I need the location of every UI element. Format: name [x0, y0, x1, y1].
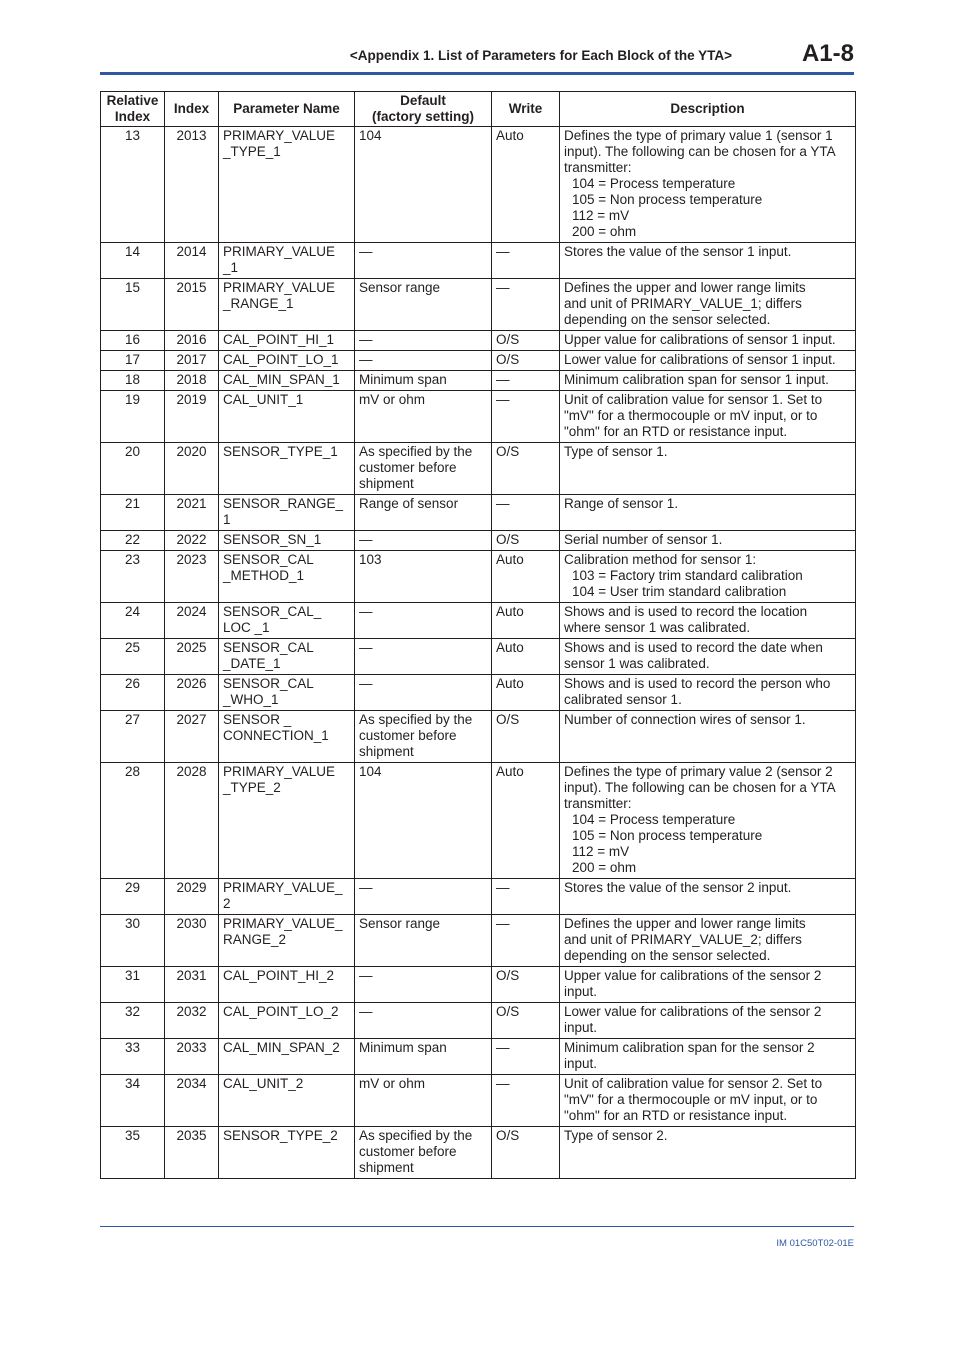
- index-cell: 2029: [165, 879, 219, 915]
- parameter-name-cell-line: 2: [223, 896, 231, 911]
- write-cell: O/S: [492, 1127, 560, 1179]
- description-line: input.: [564, 984, 598, 999]
- index-cell: 2027: [165, 711, 219, 763]
- default-cell-line: mV or ohm: [359, 1076, 426, 1091]
- description-cell: [560, 127, 856, 243]
- write-cell: —: [492, 1075, 560, 1127]
- description-line: depending on the sensor selected.: [564, 948, 771, 963]
- description-line: transmitter:: [564, 796, 632, 811]
- write-cell: Auto: [492, 551, 560, 603]
- default-cell-line: shipment: [359, 744, 414, 759]
- default-cell-line: —: [359, 1004, 373, 1019]
- index-cell: 2019: [165, 391, 219, 443]
- description-line: 112 = mV: [572, 208, 630, 223]
- parameter-name-cell-line: _WHO_1: [223, 692, 279, 707]
- column-header-line: Parameter Name: [233, 101, 340, 116]
- table-row: [101, 1127, 856, 1179]
- parameter-name-cell: [219, 1003, 355, 1039]
- write-cell: —: [492, 279, 560, 331]
- default-cell: [355, 711, 492, 763]
- description-line: Type of sensor 1.: [564, 444, 668, 459]
- default-cell-line: —: [359, 880, 373, 895]
- write-cell: O/S: [492, 331, 560, 351]
- default-cell-line: —: [359, 604, 373, 619]
- write-cell: —: [492, 391, 560, 443]
- parameter-name-cell-line: SENSOR _: [223, 712, 292, 727]
- table-row: [101, 279, 856, 331]
- parameter-name-cell-line: CAL_MIN_SPAN_1: [223, 372, 340, 387]
- description-line: "mV" for a thermocouple or mV input, or to: [564, 408, 818, 423]
- parameter-name-cell-line: CAL_POINT_HI_1: [223, 332, 335, 347]
- default-cell: [355, 1003, 492, 1039]
- default-cell-line: —: [359, 640, 373, 655]
- description-line: Serial number of sensor 1.: [564, 532, 723, 547]
- description-line: input). The following can be chosen for a YTA: [564, 780, 836, 795]
- description-line: 104 = Process temperature: [572, 176, 736, 191]
- column-header-default: [355, 92, 492, 127]
- table-row: [101, 1003, 856, 1039]
- parameter-name-cell: [219, 531, 355, 551]
- index-cell: 2034: [165, 1075, 219, 1127]
- index-cell: 2018: [165, 371, 219, 391]
- parameter-name-cell: [219, 915, 355, 967]
- parameter-name-cell-line: CAL_UNIT_2: [223, 1076, 304, 1091]
- description-cell: [560, 1127, 856, 1179]
- description-line: Type of sensor 2.: [564, 1128, 668, 1143]
- parameter-name-cell-line: _METHOD_1: [223, 568, 305, 583]
- default-cell-line: customer before: [359, 728, 457, 743]
- column-header-line: Index: [173, 101, 210, 116]
- document-id: IM 01C50T02-01E: [776, 1238, 854, 1249]
- parameter-name-cell: [219, 495, 355, 531]
- relative-index-cell: 23: [101, 551, 165, 603]
- description-line: depending on the sensor selected.: [564, 312, 771, 327]
- default-cell-line: As specified by the: [359, 712, 473, 727]
- description-line: 105 = Non process temperature: [572, 828, 763, 843]
- relative-index-cell: 30: [101, 915, 165, 967]
- parameter-name-cell-line: _RANGE_1: [223, 296, 294, 311]
- parameter-name-cell: [219, 639, 355, 675]
- description-line: "ohm" for an RTD or resistance input.: [564, 424, 788, 439]
- index-cell: 2024: [165, 603, 219, 639]
- description-line: Shows and is used to record the person who: [564, 676, 831, 691]
- description-cell: [560, 1075, 856, 1127]
- parameter-name-cell-line: CAL_POINT_HI_2: [223, 968, 335, 983]
- header-rule: [100, 72, 854, 75]
- table-row: [101, 443, 856, 495]
- write-cell: O/S: [492, 711, 560, 763]
- parameter-name-cell-line: _DATE_1: [223, 656, 281, 671]
- description-line: Stores the value of the sensor 2 input.: [564, 880, 792, 895]
- default-cell: [355, 1039, 492, 1075]
- default-cell-line: 104: [359, 128, 382, 143]
- table-row: [101, 371, 856, 391]
- description-line: Shows and is used to record the date when: [564, 640, 823, 655]
- default-cell: [355, 675, 492, 711]
- default-cell: [355, 127, 492, 243]
- column-header-line: Description: [670, 101, 745, 116]
- parameter-name-cell-line: SENSOR_TYPE_2: [223, 1128, 338, 1143]
- relative-index-cell: 19: [101, 391, 165, 443]
- default-cell-line: mV or ohm: [359, 392, 426, 407]
- column-header-index: [165, 92, 219, 127]
- default-cell-line: —: [359, 332, 373, 347]
- relative-index-cell: 29: [101, 879, 165, 915]
- column-header-relative-index: [101, 92, 165, 127]
- index-cell: 2020: [165, 443, 219, 495]
- relative-index-cell: 33: [101, 1039, 165, 1075]
- description-line: Shows and is used to record the location: [564, 604, 808, 619]
- default-cell-line: Sensor range: [359, 916, 441, 931]
- default-cell: [355, 915, 492, 967]
- description-line: Upper value for calibrations of sensor 1 input.: [564, 332, 836, 347]
- write-cell: —: [492, 495, 560, 531]
- parameter-name-cell: [219, 603, 355, 639]
- default-cell-line: —: [359, 968, 373, 983]
- write-cell: Auto: [492, 603, 560, 639]
- parameter-name-cell-line: _1: [223, 260, 239, 275]
- description-line: input.: [564, 1020, 598, 1035]
- description-line: input.: [564, 1056, 598, 1071]
- column-header-line: Relative: [106, 93, 159, 108]
- index-cell: 2016: [165, 331, 219, 351]
- relative-index-cell: 35: [101, 1127, 165, 1179]
- relative-index-cell: 17: [101, 351, 165, 371]
- index-cell: 2017: [165, 351, 219, 371]
- write-cell: —: [492, 1039, 560, 1075]
- description-cell: [560, 603, 856, 639]
- default-cell: [355, 603, 492, 639]
- parameter-name-cell: [219, 879, 355, 915]
- table-row: [101, 351, 856, 371]
- description-line: Number of connection wires of sensor 1.: [564, 712, 806, 727]
- default-cell-line: Range of sensor: [359, 496, 459, 511]
- parameter-name-cell: [219, 763, 355, 879]
- description-cell: [560, 915, 856, 967]
- default-cell: [355, 443, 492, 495]
- default-cell: [355, 1075, 492, 1127]
- description-line: Defines the type of primary value 1 (sensor 1: [564, 128, 833, 143]
- table-row: [101, 1075, 856, 1127]
- write-cell: Auto: [492, 639, 560, 675]
- description-line: Minimum calibration span for sensor 1 input.: [564, 372, 829, 387]
- parameter-name-cell-line: 1: [223, 512, 231, 527]
- table-row: [101, 391, 856, 443]
- default-cell-line: customer before: [359, 1144, 457, 1159]
- parameter-name-cell: [219, 711, 355, 763]
- parameter-name-cell-line: SENSOR_CAL: [223, 640, 314, 655]
- column-header-line: Index: [114, 109, 151, 124]
- relative-index-cell: 26: [101, 675, 165, 711]
- description-line: Calibration method for sensor 1:: [564, 552, 757, 567]
- default-cell: [355, 967, 492, 1003]
- parameter-name-cell-line: PRIMARY_VALUE: [223, 128, 336, 143]
- relative-index-cell: 18: [101, 371, 165, 391]
- default-cell: [355, 351, 492, 371]
- parameter-name-cell: [219, 371, 355, 391]
- column-header-line: Default: [400, 93, 446, 108]
- description-cell: [560, 551, 856, 603]
- parameter-name-cell: [219, 243, 355, 279]
- parameter-table: [100, 91, 856, 1179]
- default-cell-line: shipment: [359, 476, 414, 491]
- parameter-name-cell-line: _TYPE_1: [223, 144, 281, 159]
- parameter-name-cell-line: RANGE_2: [223, 932, 287, 947]
- description-cell: [560, 243, 856, 279]
- description-cell: [560, 371, 856, 391]
- description-cell: [560, 351, 856, 371]
- relative-index-cell: 31: [101, 967, 165, 1003]
- column-header-description: [560, 92, 856, 127]
- default-cell: [355, 1127, 492, 1179]
- parameter-name-cell-line: _TYPE_2: [223, 780, 281, 795]
- default-cell: [355, 763, 492, 879]
- parameter-name-cell: [219, 127, 355, 243]
- description-line: where sensor 1 was calibrated.: [564, 620, 751, 635]
- index-cell: 2025: [165, 639, 219, 675]
- index-cell: 2030: [165, 915, 219, 967]
- description-line: Defines the upper and lower range limits: [564, 280, 806, 295]
- description-line: transmitter:: [564, 160, 632, 175]
- description-cell: [560, 711, 856, 763]
- description-line: 112 = mV: [572, 844, 630, 859]
- description-line: Lower value for calibrations of the sensor 2: [564, 1004, 822, 1019]
- description-line: 104 = User trim standard calibration: [572, 584, 787, 599]
- table-row: [101, 763, 856, 879]
- description-line: calibrated sensor 1.: [564, 692, 682, 707]
- relative-index-cell: 13: [101, 127, 165, 243]
- parameter-name-cell: [219, 279, 355, 331]
- default-cell-line: Minimum span: [359, 1040, 447, 1055]
- description-cell: [560, 1039, 856, 1075]
- table-row: [101, 675, 856, 711]
- table-row: [101, 639, 856, 675]
- write-cell: O/S: [492, 351, 560, 371]
- relative-index-cell: 34: [101, 1075, 165, 1127]
- table-row: [101, 495, 856, 531]
- write-cell: O/S: [492, 1003, 560, 1039]
- parameter-name-cell: [219, 675, 355, 711]
- description-cell: [560, 495, 856, 531]
- description-line: Stores the value of the sensor 1 input.: [564, 244, 792, 259]
- column-header-line: Write: [508, 101, 543, 116]
- parameter-name-cell-line: SENSOR_RANGE_: [223, 496, 344, 511]
- default-cell-line: —: [359, 352, 373, 367]
- relative-index-cell: 20: [101, 443, 165, 495]
- description-line: Lower value for calibrations of sensor 1 input.: [564, 352, 836, 367]
- relative-index-cell: 32: [101, 1003, 165, 1039]
- description-line: and unit of PRIMARY_VALUE_1; differs: [564, 296, 802, 311]
- default-cell: [355, 879, 492, 915]
- default-cell: [355, 279, 492, 331]
- parameter-name-cell: [219, 331, 355, 351]
- parameter-name-cell-line: SENSOR_TYPE_1: [223, 444, 338, 459]
- index-cell: 2022: [165, 531, 219, 551]
- table-row: [101, 603, 856, 639]
- index-cell: 2026: [165, 675, 219, 711]
- default-cell: [355, 495, 492, 531]
- default-cell-line: —: [359, 244, 373, 259]
- index-cell: 2014: [165, 243, 219, 279]
- parameter-name-cell-line: SENSOR_CAL: [223, 552, 314, 567]
- parameter-name-cell: [219, 391, 355, 443]
- relative-index-cell: 25: [101, 639, 165, 675]
- index-cell: 2033: [165, 1039, 219, 1075]
- index-cell: 2035: [165, 1127, 219, 1179]
- default-cell-line: 103: [359, 552, 382, 567]
- parameter-name-cell-line: SENSOR_SN_1: [223, 532, 322, 547]
- header-title: <Appendix 1. List of Parameters for Each Block of the YTA>: [349, 48, 732, 63]
- relative-index-cell: 15: [101, 279, 165, 331]
- table-row: [101, 879, 856, 915]
- table-row: [101, 127, 856, 243]
- relative-index-cell: 28: [101, 763, 165, 879]
- table-row: [101, 331, 856, 351]
- table-row: [101, 551, 856, 603]
- table-body: [101, 127, 856, 1179]
- description-line: input). The following can be chosen for a YTA: [564, 144, 836, 159]
- relative-index-cell: 21: [101, 495, 165, 531]
- default-cell-line: As specified by the: [359, 1128, 473, 1143]
- description-line: 103 = Factory trim standard calibration: [572, 568, 803, 583]
- description-cell: [560, 391, 856, 443]
- column-header-parameter-name: [219, 92, 355, 127]
- default-cell-line: customer before: [359, 460, 457, 475]
- default-cell-line: —: [359, 532, 373, 547]
- index-cell: 2032: [165, 1003, 219, 1039]
- index-cell: 2021: [165, 495, 219, 531]
- description-line: Range of sensor 1.: [564, 496, 679, 511]
- description-line: Minimum calibration span for the sensor 2: [564, 1040, 815, 1055]
- parameter-name-cell-line: PRIMARY_VALUE: [223, 280, 336, 295]
- default-cell: [355, 391, 492, 443]
- description-line: 200 = ohm: [572, 860, 637, 875]
- index-cell: 2031: [165, 967, 219, 1003]
- default-cell-line: As specified by the: [359, 444, 473, 459]
- parameter-name-cell: [219, 443, 355, 495]
- parameter-name-cell-line: CAL_POINT_LO_2: [223, 1004, 339, 1019]
- description-cell: [560, 1003, 856, 1039]
- write-cell: —: [492, 915, 560, 967]
- parameter-name-cell: [219, 351, 355, 371]
- index-cell: 2013: [165, 127, 219, 243]
- description-line: 200 = ohm: [572, 224, 637, 239]
- default-cell: [355, 371, 492, 391]
- default-cell: [355, 639, 492, 675]
- parameter-name-cell: [219, 1039, 355, 1075]
- write-cell: O/S: [492, 443, 560, 495]
- description-cell: [560, 279, 856, 331]
- parameter-name-cell: [219, 967, 355, 1003]
- description-line: and unit of PRIMARY_VALUE_2; differs: [564, 932, 802, 947]
- parameter-name-cell-line: SENSOR_CAL_: [223, 604, 322, 619]
- description-cell: [560, 531, 856, 551]
- parameter-name-cell: [219, 551, 355, 603]
- parameter-name-cell-line: CAL_UNIT_1: [223, 392, 304, 407]
- write-cell: —: [492, 371, 560, 391]
- relative-index-cell: 24: [101, 603, 165, 639]
- parameter-name-cell-line: CAL_POINT_LO_1: [223, 352, 339, 367]
- default-cell-line: —: [359, 676, 373, 691]
- parameter-name-cell-line: PRIMARY_VALUE: [223, 764, 336, 779]
- index-cell: 2028: [165, 763, 219, 879]
- table-row: [101, 967, 856, 1003]
- default-cell: [355, 551, 492, 603]
- description-line: Upper value for calibrations of the sensor 2: [564, 968, 822, 983]
- description-line: Unit of calibration value for sensor 1. Set to: [564, 392, 823, 407]
- description-cell: [560, 675, 856, 711]
- default-cell-line: Minimum span: [359, 372, 447, 387]
- default-cell-line: shipment: [359, 1160, 414, 1175]
- default-cell: [355, 243, 492, 279]
- description-line: sensor 1 was calibrated.: [564, 656, 710, 671]
- description-line: 105 = Non process temperature: [572, 192, 763, 207]
- page-number: A1-8: [801, 40, 854, 67]
- parameter-name-cell-line: LOC _1: [223, 620, 270, 635]
- write-cell: —: [492, 243, 560, 279]
- description-cell: [560, 443, 856, 495]
- index-cell: 2015: [165, 279, 219, 331]
- table-row: [101, 1039, 856, 1075]
- parameter-name-cell-line: PRIMARY_VALUE_: [223, 880, 343, 895]
- table-header-row: [101, 92, 856, 127]
- column-header-write: [492, 92, 560, 127]
- relative-index-cell: 27: [101, 711, 165, 763]
- parameter-name-cell-line: SENSOR_CAL: [223, 676, 314, 691]
- description-line: 104 = Process temperature: [572, 812, 736, 827]
- write-cell: Auto: [492, 675, 560, 711]
- description-cell: [560, 967, 856, 1003]
- default-cell: [355, 331, 492, 351]
- table-row: [101, 915, 856, 967]
- parameter-name-cell-line: CONNECTION_1: [223, 728, 329, 743]
- write-cell: Auto: [492, 763, 560, 879]
- write-cell: O/S: [492, 967, 560, 1003]
- column-header-line: (factory setting): [371, 109, 474, 124]
- parameter-name-cell: [219, 1127, 355, 1179]
- description-line: "ohm" for an RTD or resistance input.: [564, 1108, 788, 1123]
- relative-index-cell: 22: [101, 531, 165, 551]
- table-row: [101, 531, 856, 551]
- table-row: [101, 711, 856, 763]
- write-cell: O/S: [492, 531, 560, 551]
- description-line: "mV" for a thermocouple or mV input, or to: [564, 1092, 818, 1107]
- description-line: Unit of calibration value for sensor 2. Set to: [564, 1076, 823, 1091]
- description-cell: [560, 763, 856, 879]
- default-cell: [355, 531, 492, 551]
- description-cell: [560, 639, 856, 675]
- relative-index-cell: 16: [101, 331, 165, 351]
- description-cell: [560, 331, 856, 351]
- default-cell-line: Sensor range: [359, 280, 441, 295]
- relative-index-cell: 14: [101, 243, 165, 279]
- parameter-name-cell: [219, 1075, 355, 1127]
- parameter-name-cell-line: CAL_MIN_SPAN_2: [223, 1040, 340, 1055]
- parameter-name-cell-line: PRIMARY_VALUE_: [223, 916, 343, 931]
- parameter-name-cell-line: PRIMARY_VALUE: [223, 244, 336, 259]
- description-line: Defines the upper and lower range limits: [564, 916, 806, 931]
- index-cell: 2023: [165, 551, 219, 603]
- description-line: Defines the type of primary value 2 (sensor 2: [564, 764, 833, 779]
- description-cell: [560, 879, 856, 915]
- write-cell: —: [492, 879, 560, 915]
- default-cell-line: 104: [359, 764, 382, 779]
- write-cell: Auto: [492, 127, 560, 243]
- footer-rule: [100, 1226, 854, 1227]
- table-row: [101, 243, 856, 279]
